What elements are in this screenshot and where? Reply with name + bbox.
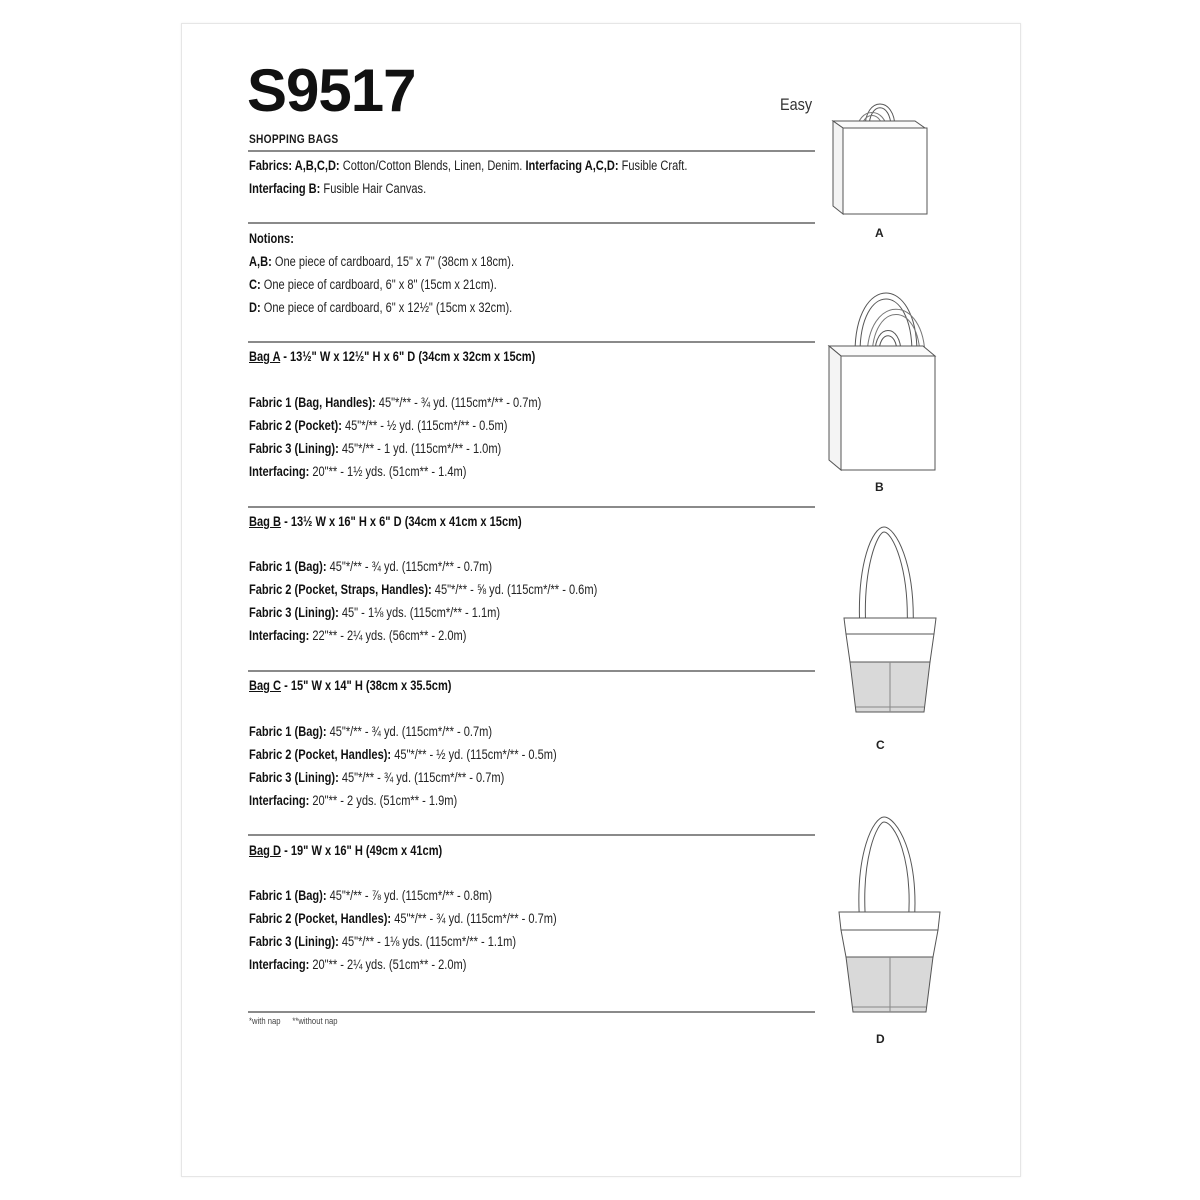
yardage-label: Fabric 3 (Lining): bbox=[249, 441, 339, 456]
footnote-with-nap: *with nap bbox=[249, 1016, 281, 1026]
yardage-value: 22"** - 2¼ yds. (56cm** - 2.0m) bbox=[309, 628, 467, 643]
yardage-value: 45" - 1⅛ yds. (115cm*/** - 1.1m) bbox=[338, 605, 501, 620]
divider bbox=[248, 341, 815, 343]
yardage-label: Interfacing: bbox=[249, 957, 310, 972]
interfacing-b-text: Fusible Hair Canvas. bbox=[320, 181, 427, 196]
bag-b-heading bbox=[249, 514, 522, 530]
yardage-label: Fabric 2 (Pocket, Handles): bbox=[249, 911, 392, 926]
footnote bbox=[249, 1016, 337, 1026]
pattern-title: SHOPPING BAGS bbox=[249, 132, 339, 146]
yardage-label: Fabric 3 (Lining): bbox=[249, 934, 339, 949]
yardage-row bbox=[249, 418, 507, 434]
tote-bag-tall-icon bbox=[825, 278, 940, 483]
yardage-row bbox=[249, 395, 541, 411]
yardage-value: 45"*/** - ¾ yd. (115cm*/** - 0.7m) bbox=[326, 724, 493, 739]
bucket-bag-icon bbox=[838, 522, 943, 727]
yardage-label: Fabric 3 (Lining): bbox=[249, 770, 339, 785]
fabrics-line-1 bbox=[249, 158, 687, 174]
illustration-label-b: B bbox=[875, 480, 884, 494]
yardage-value: 45"*/** - ¾ yd. (115cm*/** - 0.7m) bbox=[375, 395, 542, 410]
fabrics-text: Cotton/Cotton Blends, Linen, Denim. bbox=[339, 158, 526, 173]
yardage-row bbox=[249, 605, 500, 621]
bag-name: Bag D bbox=[249, 843, 281, 858]
divider bbox=[248, 834, 815, 836]
bag-name: Bag B bbox=[249, 514, 281, 529]
illustration-label-c: C bbox=[876, 738, 885, 752]
yardage-label: Fabric 2 (Pocket, Handles): bbox=[249, 747, 392, 762]
illustration-label-a: A bbox=[875, 226, 884, 240]
divider bbox=[248, 670, 815, 672]
yardage-label: Interfacing: bbox=[249, 793, 310, 808]
notion-text: One piece of cardboard, 6" x 12½" (15cm x 32cm). bbox=[260, 300, 513, 315]
bag-dimensions: - 19" W x 16" H (49cm x 41cm) bbox=[280, 843, 443, 858]
bag-dimensions: - 13½" W x 12½" H x 6" D (34cm x 32cm x 15cm) bbox=[280, 349, 536, 364]
bag-name: Bag C bbox=[249, 678, 281, 693]
yardage-label: Fabric 3 (Lining): bbox=[249, 605, 339, 620]
yardage-label: Fabric 1 (Bag): bbox=[249, 888, 327, 903]
notion-label: A,B: bbox=[249, 254, 272, 269]
notion-text: One piece of cardboard, 6" x 8" (15cm x 21cm). bbox=[260, 277, 497, 292]
bag-dimensions: - 15" W x 14" H (38cm x 35.5cm) bbox=[280, 678, 452, 693]
yardage-value: 45"*/** - ¾ yd. (115cm*/** - 0.7m) bbox=[391, 911, 557, 926]
yardage-row bbox=[249, 770, 504, 786]
notions-heading-text: Notions: bbox=[249, 231, 294, 246]
yardage-row bbox=[249, 628, 466, 644]
yardage-label: Fabric 1 (Bag): bbox=[249, 724, 327, 739]
bag-dimensions: - 13½ W x 16" H x 6" D (34cm x 41cm x 15cm) bbox=[280, 514, 522, 529]
yardage-row bbox=[249, 888, 492, 904]
yardage-label: Fabric 1 (Bag, Handles): bbox=[249, 395, 376, 410]
yardage-value: 20"** - 2 yds. (51cm** - 1.9m) bbox=[309, 793, 458, 808]
yardage-label: Interfacing: bbox=[249, 464, 310, 479]
yardage-value: 45"*/** - ¾ yd. (115cm*/** - 0.7m) bbox=[326, 559, 493, 574]
tote-bag-square-icon bbox=[825, 88, 935, 223]
notion-item bbox=[249, 277, 497, 293]
yardage-value: 45"*/** - 1⅛ yds. (115cm*/** - 1.1m) bbox=[338, 934, 517, 949]
divider bbox=[248, 222, 815, 224]
difficulty-label: Easy bbox=[780, 95, 813, 114]
yardage-value: 45"*/** - ½ yd. (115cm*/** - 0.5m) bbox=[391, 747, 557, 762]
fabrics-line-2 bbox=[249, 181, 426, 197]
yardage-value: 20"** - 2¼ yds. (51cm** - 2.0m) bbox=[309, 957, 467, 972]
yardage-value: 20"** - 1½ yds. (51cm** - 1.4m) bbox=[309, 464, 467, 479]
yardage-row bbox=[249, 724, 492, 740]
notions-heading bbox=[249, 231, 294, 247]
bag-a-heading bbox=[249, 349, 535, 365]
yardage-row bbox=[249, 957, 466, 973]
interfacing-b-label: Interfacing B: bbox=[249, 181, 321, 196]
bag-d-heading bbox=[249, 843, 442, 859]
yardage-row bbox=[249, 559, 492, 575]
bag-c-heading bbox=[249, 678, 451, 694]
notion-text: One piece of cardboard, 15" x 7" (38cm x 18cm). bbox=[271, 254, 515, 269]
yardage-label: Interfacing: bbox=[249, 628, 310, 643]
pattern-number: S9517 bbox=[247, 57, 416, 124]
interfacing-acd-label: Interfacing A,C,D: bbox=[525, 158, 619, 173]
yardage-label: Fabric 2 (Pocket): bbox=[249, 418, 342, 433]
notion-label: C: bbox=[249, 277, 261, 292]
yardage-row bbox=[249, 464, 466, 480]
yardage-label: Fabric 2 (Pocket, Straps, Handles): bbox=[249, 582, 432, 597]
yardage-value: 45"*/** - ¾ yd. (115cm*/** - 0.7m) bbox=[338, 770, 505, 785]
notion-item bbox=[249, 300, 512, 316]
yardage-value: 45"*/** - 1 yd. (115cm*/** - 1.0m) bbox=[338, 441, 502, 456]
illustration-label-d: D bbox=[876, 1032, 885, 1046]
yardage-row bbox=[249, 793, 457, 809]
yardage-label: Fabric 1 (Bag): bbox=[249, 559, 327, 574]
yardage-row bbox=[249, 441, 501, 457]
divider bbox=[248, 1011, 815, 1013]
bucket-bag-wide-icon bbox=[836, 812, 944, 1027]
yardage-row bbox=[249, 934, 516, 950]
footnote-without-nap: **without nap bbox=[292, 1016, 338, 1026]
yardage-value: 45"*/** - ⅞ yd. (115cm*/** - 0.8m) bbox=[326, 888, 493, 903]
bag-name: Bag A bbox=[249, 349, 281, 364]
yardage-row bbox=[249, 582, 597, 598]
interfacing-acd-text: Fusible Craft. bbox=[618, 158, 688, 173]
divider bbox=[248, 506, 815, 508]
fabrics-label: Fabrics: A,B,C,D: bbox=[249, 158, 340, 173]
yardage-value: 45"*/** - ½ yd. (115cm*/** - 0.5m) bbox=[341, 418, 508, 433]
yardage-value: 45"*/** - ⅝ yd. (115cm*/** - 0.6m) bbox=[431, 582, 598, 597]
notion-item bbox=[249, 254, 514, 270]
divider bbox=[248, 150, 815, 152]
yardage-row bbox=[249, 911, 557, 927]
yardage-row bbox=[249, 747, 557, 763]
notion-label: D: bbox=[249, 300, 261, 315]
